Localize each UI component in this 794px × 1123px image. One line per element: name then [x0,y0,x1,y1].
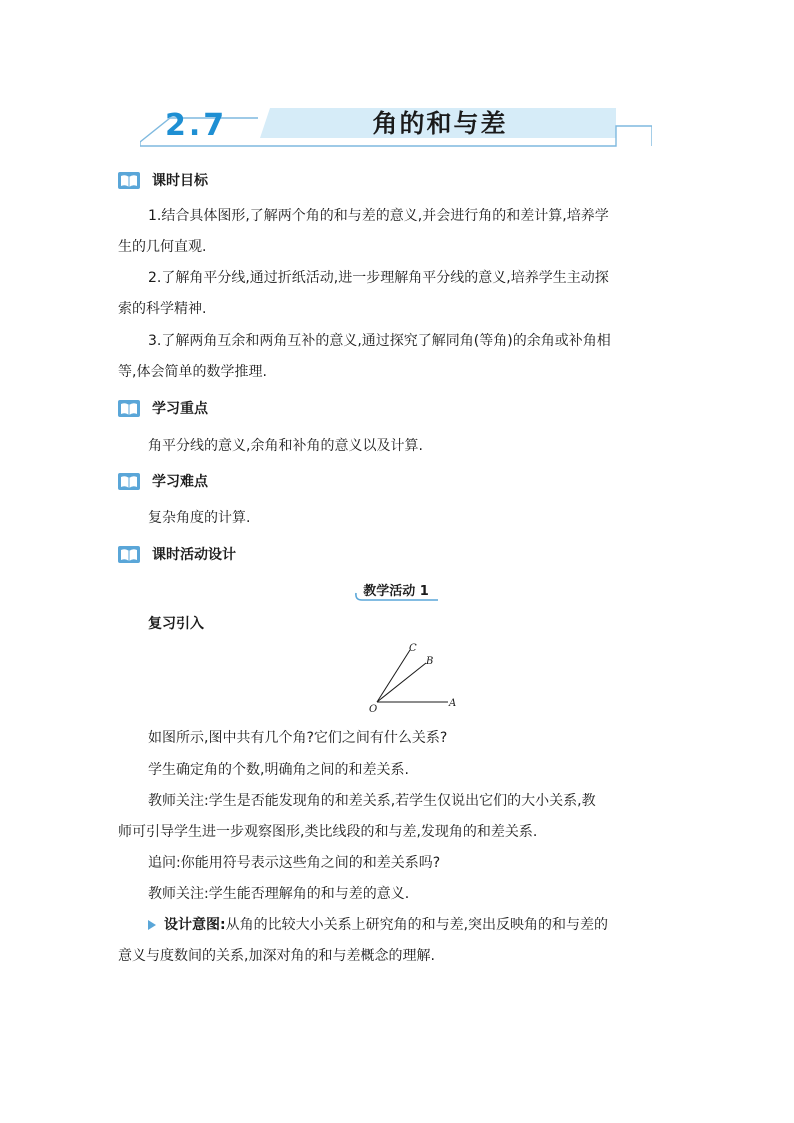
angle-figure [360,638,470,718]
book-icon [118,171,140,190]
design-intent-text-2: 意义与度数间的关系,加深对角的和与差概念的理解. [118,948,435,964]
label-o: O [369,704,378,715]
activity-line-5: 追问:你能用符号表示这些角之间的和差关系吗? [148,855,441,871]
activity-line-4: 师可引导学生进一步观察图形,类比线段的和与差,发现角的和差关系. [118,824,538,840]
key-points-text: 角平分线的意义,余角和补角的意义以及计算. [148,438,423,454]
key-points-title: 学习重点 [152,401,208,417]
difficulties-text: 复杂角度的计算. [148,510,251,526]
activity-line-6: 教师关注:学生能否理解角的和与差的意义. [148,886,410,902]
ray-oc [377,650,410,702]
label-b: B [426,656,434,667]
goal-line-5: 3.了解两角互余和两角互补的意义,通过探究了解同角(等角)的余角或补角相 [148,333,611,349]
design-intent-text: 从角的比较大小关系上研究角的和与差,突出反映角的和与差的 [225,917,609,933]
goal-line-6: 等,体会简单的数学推理. [118,364,267,380]
goal-line-2: 生的几何直观. [118,239,207,255]
triangle-arrow-icon [148,920,156,930]
book-icon [118,545,140,564]
goal-line-3: 2.了解角平分线,通过折纸活动,进一步理解角平分线的意义,培养学生主动探 [148,270,609,286]
book-icon [118,472,140,491]
key-points-heading [118,397,208,419]
difficulties-title: 学习难点 [152,474,208,490]
ray-ob [377,663,426,702]
design-heading [118,543,236,565]
label-c: C [409,643,417,654]
activity-line-3: 教师关注:学生是否能发现角的和差关系,若学生仅说出它们的大小关系,教 [148,793,596,809]
goal-line-4: 索的科学精神. [118,301,207,317]
label-a: A [449,698,457,709]
goals-heading [118,169,208,191]
section-number: 2.7 [165,108,228,143]
activity-label: 教学活动 1 [363,584,429,599]
design-title: 课时活动设计 [152,547,236,563]
design-intent [148,914,608,934]
activity-line-2: 学生确定角的个数,明确角之间的和差关系. [148,762,409,778]
section-title: 角的和与差 [372,109,508,138]
goal-line-1: 1.结合具体图形,了解两个角的和与差的意义,并会进行角的和差计算,培养学 [148,208,609,224]
intro-title: 复习引入 [148,616,204,632]
difficulties-heading [118,470,208,492]
design-intent-label: 设计意图: [164,917,226,933]
activity-line-1: 如图所示,图中共有几个角?它们之间有什么关系? [148,730,448,746]
book-icon [118,399,140,418]
goals-title: 课时目标 [152,173,208,189]
